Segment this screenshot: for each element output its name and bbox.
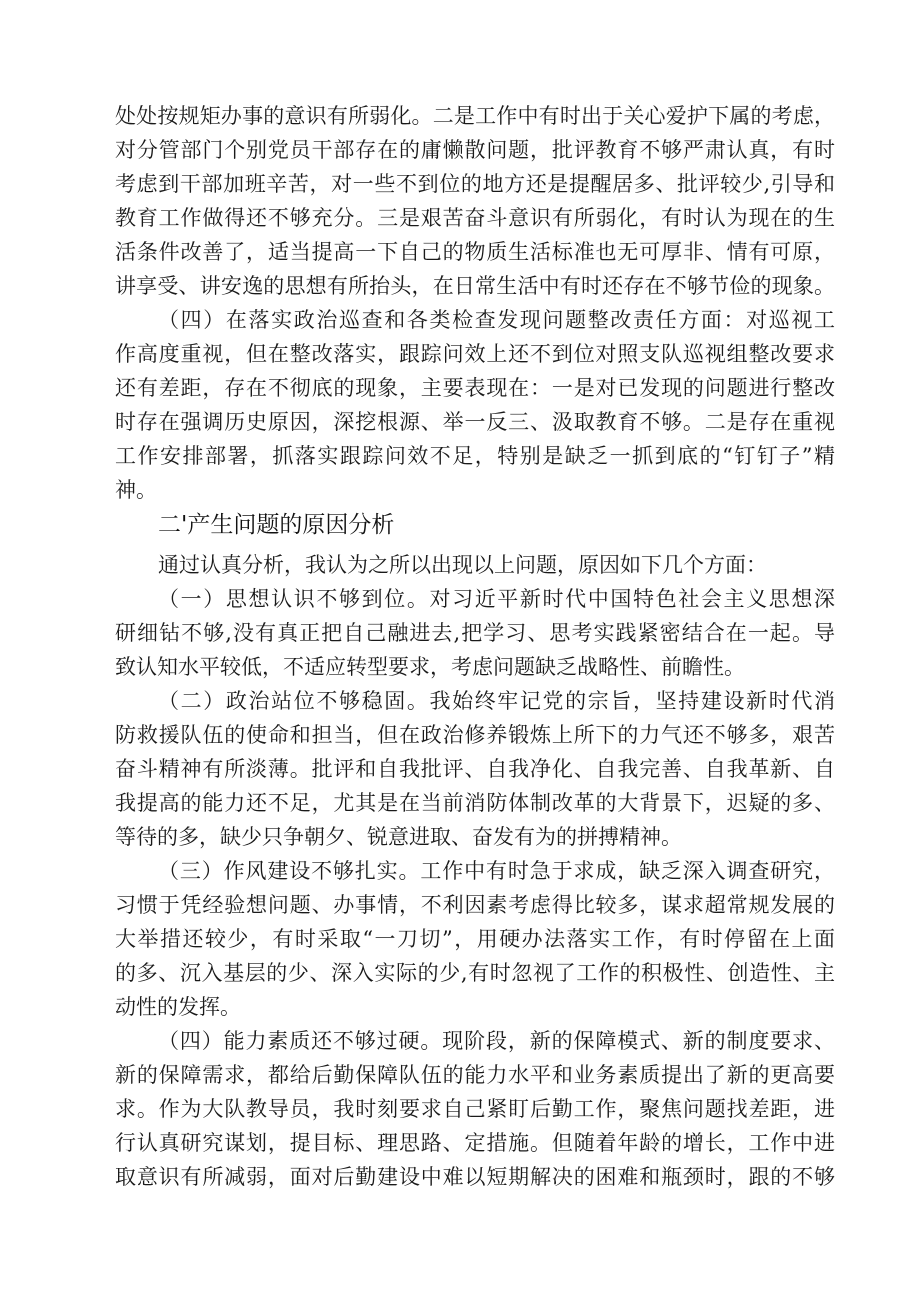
text-line: 处处按规矩办事的意识有所弱化。二是工作中有时出于关心爱护下属的考虑， bbox=[115, 104, 835, 128]
text-line: 神。 bbox=[115, 478, 157, 502]
text-line: （一）思想认识不够到位。对习近平新时代中国特色社会主义思想深 bbox=[158, 587, 835, 611]
text-line: 时存在强调历史原因，深挖根源、举一反三、汲取教育不够。二是存在重视 bbox=[115, 410, 835, 434]
text-line: 求。作为大队教导员，我时刻要求自己紧盯后勤工作，聚焦问题找差距，进 bbox=[115, 1097, 835, 1121]
text-line: 防救援队伍的使命和担当，但在政治修养锻炼上所下的力气还不够多，艰苦 bbox=[115, 723, 835, 747]
text-line: 行认真研究谋划，提目标、理思路、定措施。但随着年龄的增长，工作中进 bbox=[115, 1131, 835, 1155]
text-line: （二）政治站位不够稳固。我始终牢记党的宗旨，坚持建设新时代消 bbox=[158, 689, 835, 713]
text-line: 教育工作做得还不够充分。三是艰苦奋斗意识有所弱化，有时认为现在的生 bbox=[115, 206, 835, 230]
text-line: 取意识有所减弱，面对后勤建设中难以短期解决的困难和瓶颈时，跟的不够 bbox=[115, 1165, 835, 1189]
text-line: （四）在落实政治巡查和各类检查发现问题整改责任方面：对巡视工 bbox=[158, 308, 835, 332]
text-line: 习惯于凭经验想问题、办事情，不利因素考虑得比较多，谋求超常规发展的 bbox=[115, 893, 835, 917]
text-line: 新的保障需求，都给后勤保障队伍的能力水平和业务素质提出了新的更高要 bbox=[115, 1063, 835, 1087]
text-line: 的多、沉入基层的少、深入实际的少,有时忽视了工作的积极性、创造性、主 bbox=[115, 961, 835, 985]
section-heading: 二'产生问题的原因分析 bbox=[158, 512, 395, 538]
text-line: 工作安排部署，抓落实跟踪问效不足，特别是缺乏一抓到底的“钉钉子”精 bbox=[115, 444, 835, 468]
text-line: 动性的发挥。 bbox=[115, 995, 241, 1019]
text-line: 大举措还较少，有时采取“一刀切”，用硬办法落实工作，有时停留在上面 bbox=[115, 927, 835, 951]
text-line: 还有差距，存在不彻底的现象，主要表现在：一是对已发现的问题进行整改 bbox=[115, 376, 835, 400]
text-line: 考虑到干部加班辛苦，对一些不到位的地方还是提醒居多、批评较少,引导和 bbox=[115, 172, 835, 196]
text-line: 对分管部门个别党员干部存在的庸懒散问题，批评教育不够严肃认真，有时 bbox=[115, 138, 835, 162]
intro-line: 通过认真分析，我认为之所以出现以上问题，原因如下几个方面： bbox=[158, 553, 767, 577]
text-line: （三）作风建设不够扎实。工作中有时急于求成，缺乏深入调查研究， bbox=[158, 859, 835, 883]
text-line: 致认知水平较低，不适应转型要求，考虑问题缺乏战略性、前瞻性。 bbox=[115, 655, 745, 679]
text-line: （四）能力素质还不够过硬。现阶段，新的保障模式、新的制度要求、 bbox=[158, 1029, 835, 1053]
text-line: 活条件改善了，适当提高一下自己的物质生活标准也无可厚非、情有可原， bbox=[115, 240, 835, 264]
text-line: 奋斗精神有所淡薄。批评和自我批评、自我净化、自我完善、自我革新、自 bbox=[115, 757, 835, 781]
text-line: 研细钻不够,没有真正把自己融进去,把学习、思考实践紧密结合在一起。导 bbox=[115, 621, 835, 645]
text-line: 等待的多，缺少只争朝夕、锐意进取、奋发有为的拼搏精神。 bbox=[115, 825, 682, 849]
text-line: 作高度重视，但在整改落实，跟踪问效上还不到位对照支队巡视组整改要求 bbox=[115, 342, 835, 366]
text-line: 我提高的能力还不足，尤其是在当前消防体制改革的大背景下，迟疑的多、 bbox=[115, 791, 835, 815]
text-line: 讲享受、讲安逸的思想有所抬头，在日常生活中有时还存在不够节俭的现象。 bbox=[115, 274, 835, 298]
